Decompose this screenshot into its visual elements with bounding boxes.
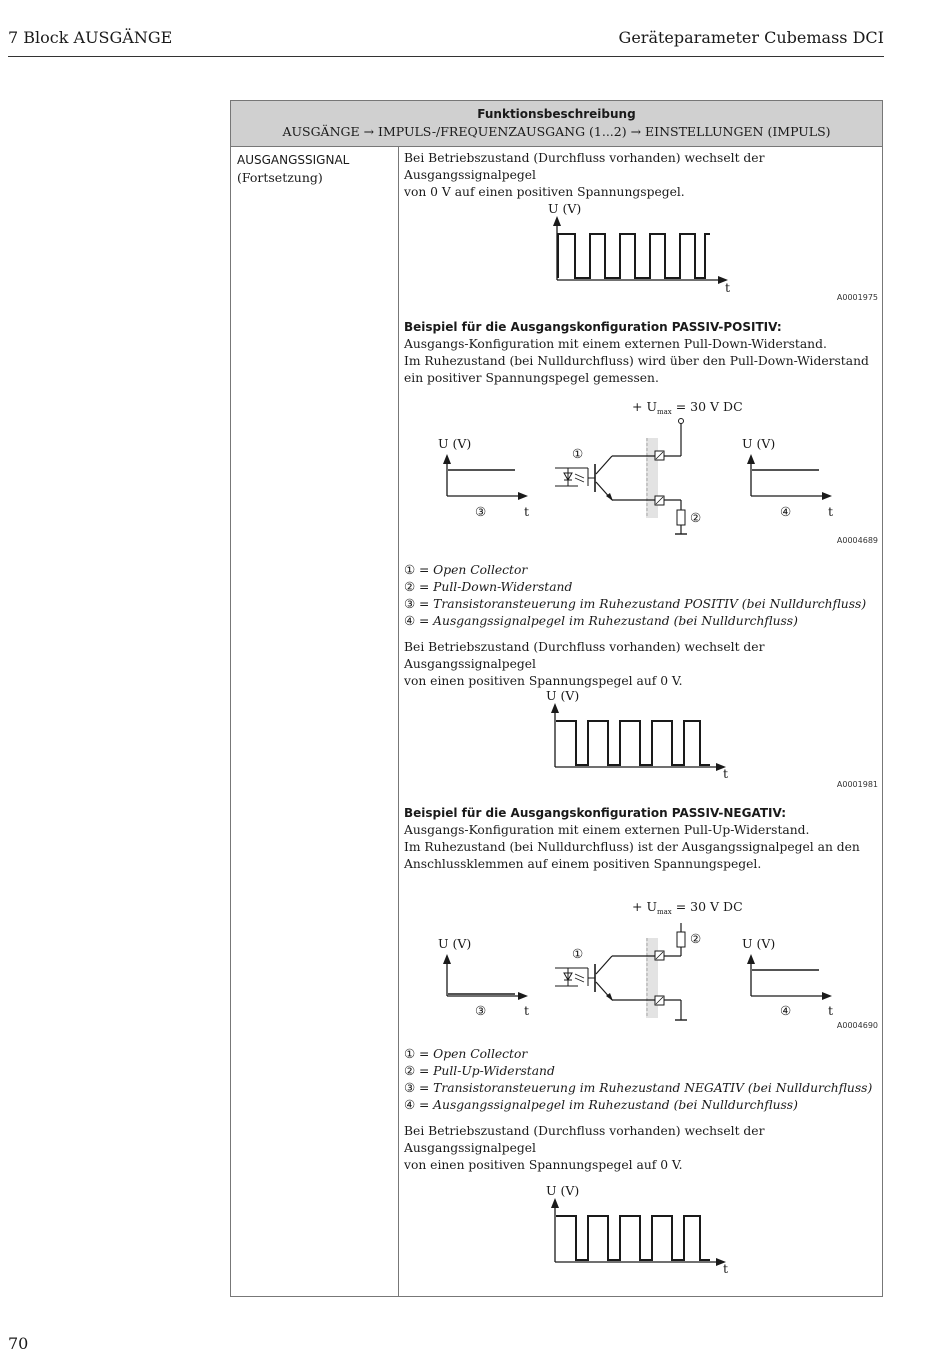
legend-item: ① = Open Collector (404, 563, 528, 577)
document-title: Geräteparameter Cubemass DCI (618, 28, 884, 47)
circuit-diagram-passiv-negativ (430, 896, 850, 1026)
pulse-diagram-3 (538, 1178, 738, 1278)
figure-code-4: A0004690 (836, 1021, 878, 1030)
paragraph-line: Anschlussklemmen auf einem positiven Spannungspegel. (404, 857, 762, 871)
example-passiv-negativ (404, 805, 874, 873)
header-divider (8, 56, 884, 57)
t-axis-label: t (524, 504, 530, 519)
pulse-diagram-2 (538, 683, 738, 783)
paragraph-3 (404, 1123, 874, 1174)
legend-item: ③ = Transistoransteuerung im Ruhezustand POSITIV (bei Nulldurchfluss) (404, 597, 867, 611)
t-axis-label: t (723, 1261, 729, 1276)
u-axis-label: U (V) (546, 688, 580, 703)
paragraph-line: von einen positiven Spannungspegel auf 0 V. (404, 674, 683, 688)
legend-item: ② = Pull-Down-Widerstand (404, 580, 573, 594)
legend-item: ② = Pull-Up-Widerstand (404, 1064, 555, 1078)
marker-2: ② (690, 931, 702, 946)
legend-item: ④ = Ausgangssignalpegel im Ruhezustand (bei Nulldurchfluss) (404, 1098, 798, 1112)
t-axis-label: t (723, 766, 729, 781)
paragraph-line: Ausgangs-Konfiguration mit einem externen Pull-Up-Widerstand. (404, 823, 810, 837)
circuit-diagram-passiv-positiv (430, 396, 850, 541)
page-number: 70 (8, 1334, 29, 1353)
u-axis-label: U (V) (548, 201, 582, 216)
table-header-title: Funktionsbeschreibung (477, 107, 636, 121)
legend-passiv-positiv (404, 562, 866, 630)
paragraph-line: von 0 V auf einen positiven Spannungspegel. (404, 185, 685, 199)
paragraph-line: Ausgangs-Konfiguration mit einem externen Pull-Down-Widerstand. (404, 337, 827, 351)
figure-code-2: A0004689 (836, 536, 878, 545)
parameter-cell (237, 152, 349, 186)
figure-code-1: A0001975 (836, 293, 878, 302)
pulse-diagram-1 (540, 196, 740, 296)
marker-1: ① (572, 946, 584, 961)
paragraph-line: Bei Betriebszustand (Durchfluss vorhanden) wechselt der Ausgangssignalpegel (404, 640, 765, 671)
u-axis-label: U (V) (438, 436, 472, 451)
umax-label: + $U_{max} = 30$ V DC (632, 399, 743, 416)
marker-1: ① (572, 446, 584, 461)
marker-3: ③ (475, 504, 487, 519)
chapter-header: 7 Block AUSGÄNGE (8, 28, 173, 47)
t-axis-label: t (828, 1003, 834, 1018)
legend-item: ① = Open Collector (404, 1047, 528, 1061)
legend-item: ③ = Transistoransteuerung im Ruhezustand NEGATIV (bei Nulldurchfluss) (404, 1081, 873, 1095)
parameter-note: (Fortsetzung) (237, 170, 323, 185)
t-axis-label: t (524, 1003, 530, 1018)
legend-passiv-negativ (404, 1046, 872, 1114)
example-heading: Beispiel für die Ausgangskonfiguration PASSIV-NEGATIV: (404, 806, 787, 820)
marker-3: ③ (475, 1003, 487, 1018)
u-axis-label: U (V) (742, 936, 776, 951)
paragraph-line: ein positiver Spannungspegel gemessen. (404, 371, 659, 385)
marker-4: ④ (780, 504, 792, 519)
paragraph-line: Im Ruhezustand (bei Nulldurchfluss) wird über den Pull-Down-Widerstand (404, 354, 869, 368)
t-axis-label: t (828, 504, 834, 519)
column-divider (398, 147, 399, 1296)
example-heading: Beispiel für die Ausgangskonfiguration PASSIV-POSITIV: (404, 320, 782, 334)
paragraph-line: Bei Betriebszustand (Durchfluss vorhanden) wechselt der Ausgangssignalpegel (404, 151, 765, 182)
example-passiv-positiv (404, 319, 874, 387)
table-header-path: AUSGÄNGE → IMPULS-/FREQUENZAUSGANG (1...2) → EINSTELLUNGEN (IMPULS) (282, 124, 831, 139)
umax-label: + $U_{max} = 30$ V DC (632, 899, 743, 916)
paragraph-line: Im Ruhezustand (bei Nulldurchfluss) ist der Ausgangssignalpegel an den (404, 840, 860, 854)
marker-2: ② (690, 510, 702, 525)
paragraph-line: Bei Betriebszustand (Durchfluss vorhanden) wechselt der Ausgangssignalpegel (404, 1124, 765, 1155)
paragraph-1 (404, 150, 874, 201)
u-axis-label: U (V) (438, 936, 472, 951)
u-axis-label: U (V) (742, 436, 776, 451)
t-axis-label: t (725, 280, 731, 295)
parameter-name: AUSGANGSSIGNAL (237, 153, 350, 167)
paragraph-line: von einen positiven Spannungspegel auf 0 V. (404, 1158, 683, 1172)
table-header (231, 101, 882, 147)
legend-item: ④ = Ausgangssignalpegel im Ruhezustand (bei Nulldurchfluss) (404, 614, 798, 628)
marker-4: ④ (780, 1003, 792, 1018)
figure-code-3: A0001981 (836, 780, 878, 789)
u-axis-label: U (V) (546, 1183, 580, 1198)
